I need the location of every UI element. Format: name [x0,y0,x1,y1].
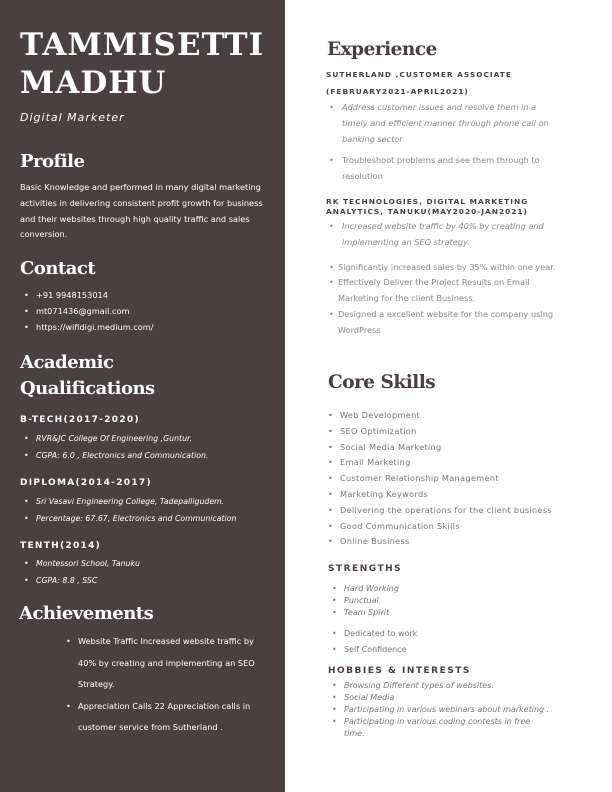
hobby-item: • Participating in various coding contests in free time. [328,716,553,740]
profile-text: Basic Knowledge and performed in many digital marketing activities in delivering consistent profit growth for business and their websites through high quality traffic and sales conversion. [20,182,263,240]
edu-item: • Sri Vasavi Engineering College, Tadepalligudem. [20,493,236,510]
skill-item: • Marketing Keywords [324,487,594,503]
skill-item: • SEO Optimization [324,424,594,440]
edu-title: DIPLOMA(2014-2017) [20,478,152,488]
sidebar [0,0,285,792]
strength-item: • Self Confidence [328,642,417,658]
hobbies-list [328,680,553,740]
skill-item: • Good Communication Skills [324,519,594,535]
job-dates: ANALYTICS, TANUKU(MAY2020-JAN2021) [326,207,528,216]
strength-item: • Punctual [328,595,417,607]
edu-list [20,493,236,527]
job-item: • Effectively Deliver the Project Results on Email Marketing for the client Business. [326,275,556,307]
hobbies-heading: HOBBIES & INTERESTS [328,666,471,676]
job-item: • Address customer issues and resolve them in a timely and efficient manner through phone call on banking sector [326,100,556,147]
achievement-item: • Website Traffic Increased website traffic by 40% by creating and implementing an SEO Strategy. [62,631,272,696]
job-item: • Troubleshoot problems and see them through to resolution [326,153,556,185]
achievement-item: • Appreciation Calls 22 Appreciation calls in customer service from Sutherland . [62,696,272,739]
academic-heading [20,350,155,402]
job-item: • Significantly increased sales by 35% within one year. [326,260,556,276]
contact-phone: • +91 9948153014 [20,287,154,303]
job-title [326,69,512,98]
edu-item: • CGPA: 6.0 , Electronics and Communication. [20,447,208,464]
job-dates: (FEBRUARY2021-APRIL2021) [326,87,469,96]
job-title-line: SUTHERLAND ,CUSTOMER ASSOCIATE [326,70,512,79]
job-role: Digital Marketer [20,111,125,124]
edu-item: • RVR&JC College Of Engineering ,Guntur. [20,430,208,447]
edu-title: B-TECH(2017-2020) [20,415,140,425]
job-item: • Increased website traffic by 40% by creating and implementing an SEO strategy. [326,219,556,251]
edu-item: • Percentage: 67.67, Electronics and Communication [20,510,236,527]
job-list [326,100,556,185]
hobby-item: • Social Media [328,692,553,704]
strengths-list [328,583,417,658]
skill-item: • Delivering the operations for the client business [324,503,594,519]
hobby-item: • Participating in various webinars about marketing . [328,704,553,716]
skills-list [324,408,594,550]
strengths-heading: STRENGTHS [328,564,403,574]
job-item: • Designed a excellent website for the company using WordPress [326,307,556,339]
achievements-list [62,631,272,739]
contact-heading: Contact [20,258,96,279]
candidate-name [20,26,264,102]
contact-email[interactable]: • mt071436@gmail.com [20,303,154,319]
skill-item: • Social Media Marketing [324,440,594,456]
job-title-line: RK TECHNOLOGIES, DIGITAL MARKETING [326,197,529,206]
edu-list [20,430,208,464]
skill-item: • Web Development [324,408,594,424]
skill-item: • Customer Relationship Management [324,471,594,487]
edu-item: • Montessori School, Tanuku [20,555,140,572]
skill-item: • Online Business [324,534,594,550]
contact-list [20,287,154,335]
skill-item: • Email Marketing [324,455,594,471]
name-line: MADHU [20,65,167,101]
edu-list [20,555,140,589]
edu-title: TENTH(2014) [20,541,102,551]
heading-line: Academic [20,352,114,373]
experience-heading: Experience [327,39,437,60]
heading-line: Qualifications [20,378,155,399]
job-title [326,197,528,217]
name-line: TAMMISETTI [20,27,265,63]
strength-item: • Hard Working [328,583,417,595]
strength-item: • Team Spirit [328,607,417,619]
profile-heading: Profile [20,151,85,172]
achievements-heading: Achievements [19,603,154,624]
job-list [326,219,556,339]
strength-item: • Dedicated to work [328,626,417,642]
edu-item: • CGPA: 8.8 , SSC [20,572,140,589]
contact-website[interactable]: • https://wifidigi.medium.com/ [20,319,154,335]
hobby-item: • Browsing Different types of websites. [328,680,553,692]
skills-heading: Core Skills [328,372,436,393]
